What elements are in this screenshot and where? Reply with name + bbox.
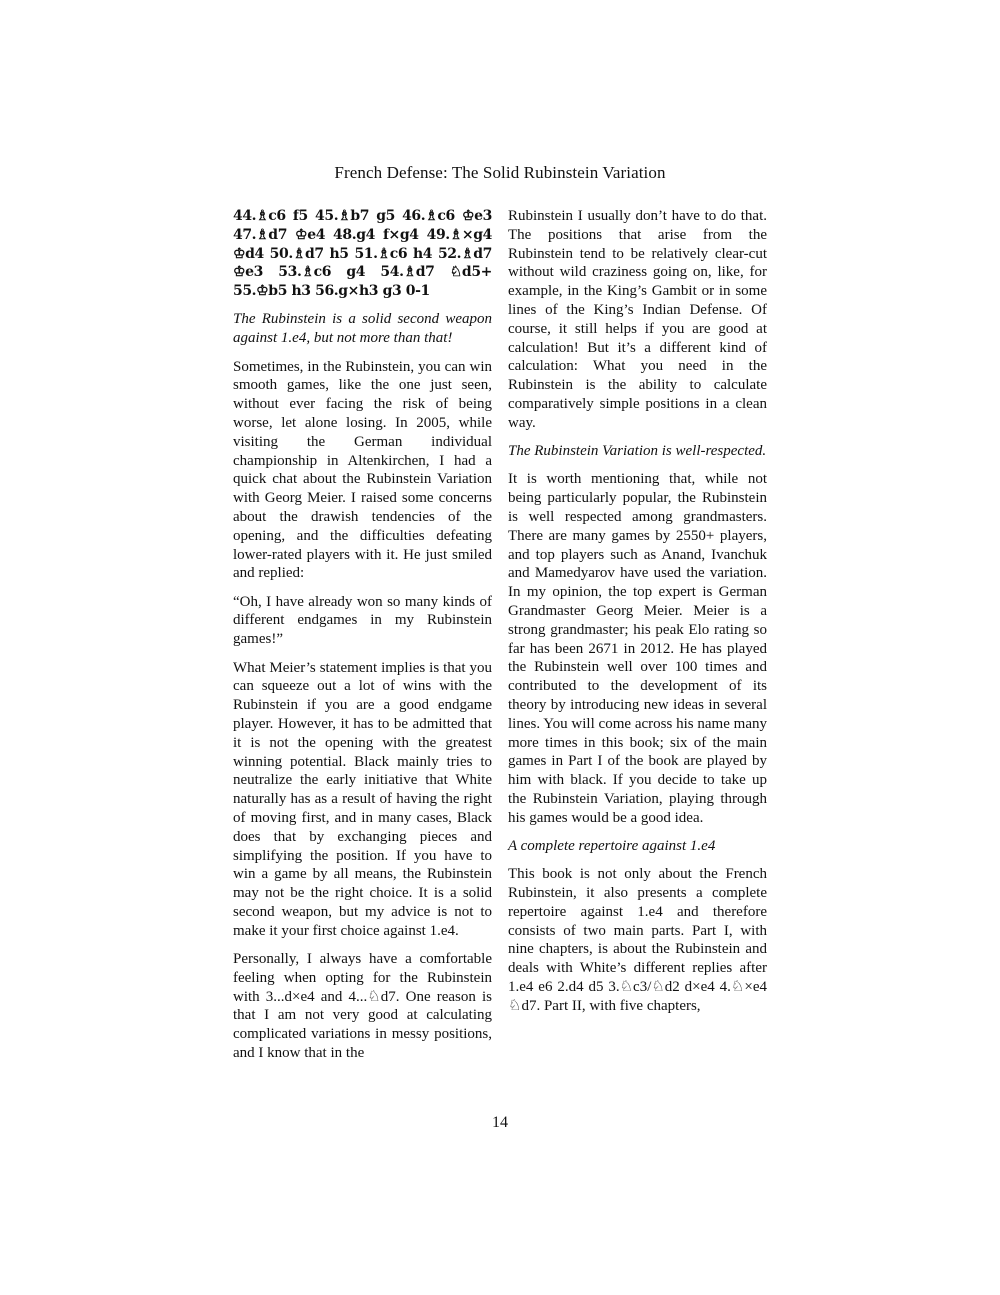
italic-heading: The Rubinstein Variation is well-respected. xyxy=(508,443,767,460)
paragraph: It is worth mentioning that, while not being particularly popular, the Rubinstein is well respected among grandmasters. There are many games by 2550+ players, and top players such as Anand, Ivanchuk and Mamedyarov have used the variation. In my opinion, the top expert is German Grandmaster Georg Meier. Meier is a strong grandmaster; his peak Elo rating so far has been 2671 in 2012. He has played the Rubinstein well over 100 times and contributed to the development of its theory by introducing new ideas in several lines. You will come across his name many more times in this book; six of the main games in Part I of the book are played by him with black. If you decide to take up the Rubinstein Variation, playing through his games would be a good idea. xyxy=(508,471,767,826)
paragraph: Rubinstein I usually don’t have to do that. The positions that arise from the Rubinstein tend to be relatively clear-cut without wild craziness going on, like, for example, in the King’s Gambit or in some lines of the King’s Indian Defense. Of course, it still helps if you are good at calculation! But it’s a different kind of calculation: What you need in the Rubinstein is the ability to calculate comparatively simple positions in a clean way. xyxy=(508,208,767,431)
right-column xyxy=(508,207,767,1025)
game-moves: 44.♗c6 f5 45.♗b7 g5 46.♗c6 ♔e3 47.♗d7 ♔e4 48.g4 f×g4 49.♗×g4 ♔d4 50.♗d7 h5 51.♗c6 h4 52.♗d7 ♔e3 53.♗c6 g4 54.♗d7 ♘d5+ 55.♔b5 h3 56.g×h3 g3 0-1 xyxy=(233,208,492,300)
quote-paragraph: “Oh, I have already won so many kinds of different endgames in my Rubinstein games!” xyxy=(233,593,492,648)
paragraph: This book is not only about the French Rubinstein, it also presents a complete repertoire against 1.e4 and therefore consists of two main parts. Part I, with nine chapters, is about the Rubinstein and deals with White’s different replies after 1.e4 e6 2.d4 d5 3.♘c3/♘d2 d×e4 4.♘×e4 ♘d7. Part II, with five chapters, xyxy=(508,866,767,1014)
paragraph: Sometimes, in the Rubinstein, you can win smooth games, like the one just seen, without ever facing the risk of being worse, let alone losing. In 2005, while visiting the German individual championship in Altenkirchen, I had a quick chat about the Rubinstein Variation with Georg Meier. I raised some concerns about the drawish tendencies of the opening, and the difficulties defeating lower-rated players with it. He just smiled and replied: xyxy=(233,358,492,582)
running-title: French Defense: The Solid Rubinstein Variation xyxy=(334,163,666,182)
paragraph: Personally, I always have a comfortable feeling when opting for the Rubinstein with 3...d×e4 and 4...♘d7. One reason is that I am not very good at calculating complicated variations in messy positions, and I know that in the xyxy=(233,950,492,1061)
italic-heading: A complete repertoire against 1.e4 xyxy=(508,838,716,854)
italic-heading: The Rubinstein is a solid second weapon against 1.e4, but not more than that! xyxy=(233,311,492,347)
page-number: 14 xyxy=(492,1114,508,1131)
left-column xyxy=(233,207,492,1072)
paragraph: What Meier’s statement implies is that you can squeeze out a lot of wins with the Rubinstein if you are a good endgame player. However, it has to be admitted that it is not the opening with the greatest winning potential. Black mainly tries to neutralize the early initiative that White naturally has as a result of having the right of moving first, and in many cases, Black does that by exchanging pieces and simplifying the position. If you have to win a game by all means, the Rubinstein may not be the right choice. It is a solid second weapon, but my advice is not to make it your first choice against 1.e4. xyxy=(233,659,492,939)
